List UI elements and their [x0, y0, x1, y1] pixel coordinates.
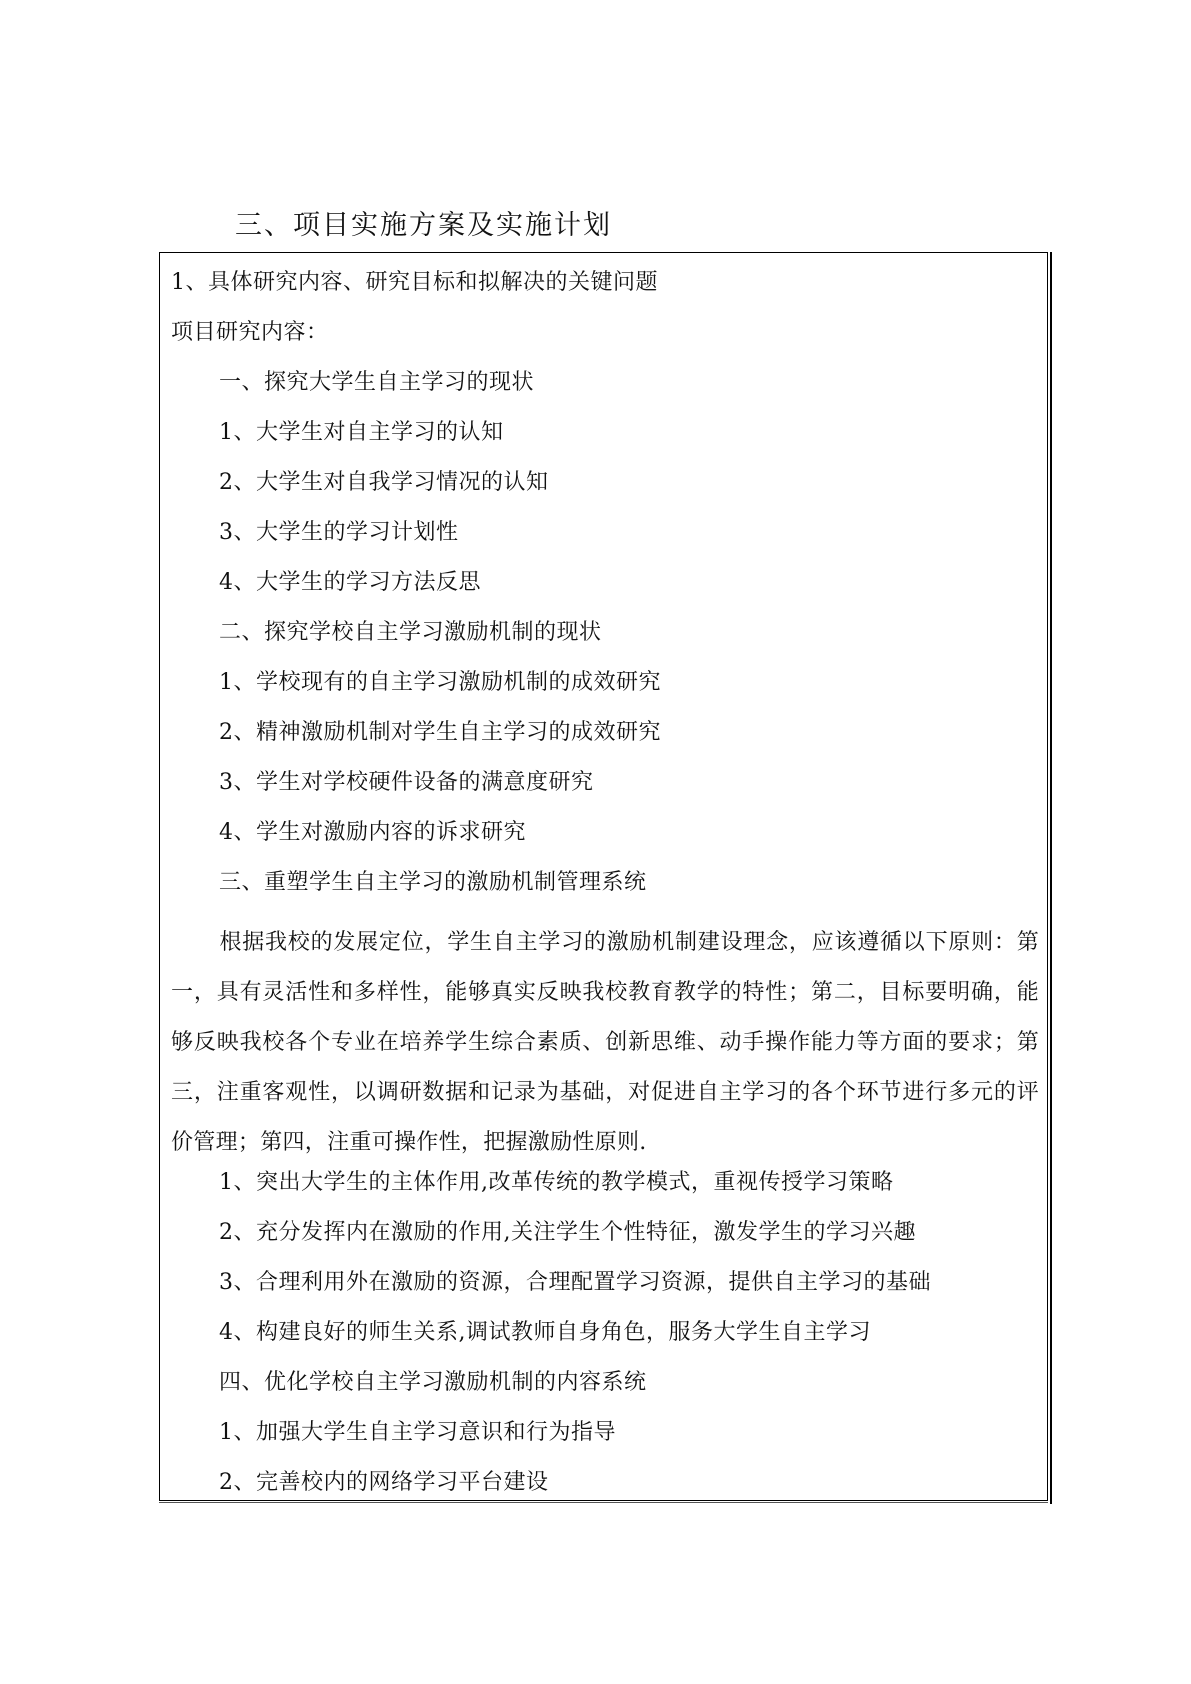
- list-item: 1、学校现有的自主学习激励机制的成效研究: [219, 670, 661, 695]
- list-item: 3、学生对学校硬件设备的满意度研究: [219, 770, 594, 795]
- box-border-right: [1050, 252, 1052, 1504]
- principles-paragraph: [171, 918, 1039, 1168]
- list-item: 3、大学生的学习计划性: [219, 520, 459, 545]
- list-item: 3、合理利用外在激励的资源，合理配置学习资源，提供自主学习的基础: [219, 1270, 931, 1295]
- box-title: 1、具体研究内容、研究目标和拟解决的关键问题: [171, 270, 658, 295]
- section-4-title: 四、优化学校自主学习激励机制的内容系统: [219, 1370, 647, 1395]
- section-heading: 三、项目实施方案及实施计划: [235, 210, 612, 241]
- section-1-title: 一、探究大学生自主学习的现状: [219, 370, 535, 395]
- section-2-title: 二、探究学校自主学习激励机制的现状: [219, 620, 602, 645]
- box-border-bottom: [159, 1502, 1048, 1503]
- list-item: 4、大学生的学习方法反思: [219, 570, 481, 595]
- list-item: 4、学生对激励内容的诉求研究: [219, 820, 526, 845]
- list-item: 2、精神激励机制对学生自主学习的成效研究: [219, 720, 661, 745]
- list-item: 1、大学生对自主学习的认知: [219, 420, 504, 445]
- list-item: 2、完善校内的网络学习平台建设: [219, 1470, 549, 1495]
- principles-text: 根据我校的发展定位，学生自主学习的激励机制建设理念，应该遵循以下原则：第一，具有灵活性和多样性，能够真实反映我校教育教学的特性；第二，目标要明确，能够反映我校各个专业在培养学生综合素质、创新思维、动手操作能力等方面的要求；第三，注重客观性，以调研数据和记录为基础，对促进自主学习的各个环节进行多元的评价管理；第四，注重可操作性，把握激励性原则.: [171, 930, 1039, 1155]
- list-item: 1、加强大学生自主学习意识和行为指导: [219, 1420, 616, 1445]
- box-subtitle: 项目研究内容：: [171, 320, 329, 345]
- list-item: 4、构建良好的师生关系,调试教师自身角色，服务大学生自主学习: [219, 1320, 871, 1345]
- list-item: 2、大学生对自我学习情况的认知: [219, 470, 549, 495]
- list-item: 2、充分发挥内在激励的作用,关注学生个性特征，激发学生的学习兴趣: [219, 1220, 916, 1245]
- list-item: 1、突出大学生的主体作用,改革传统的教学模式，重视传授学习策略: [219, 1170, 894, 1195]
- section-3-title: 三、重塑学生自主学习的激励机制管理系统: [219, 870, 647, 895]
